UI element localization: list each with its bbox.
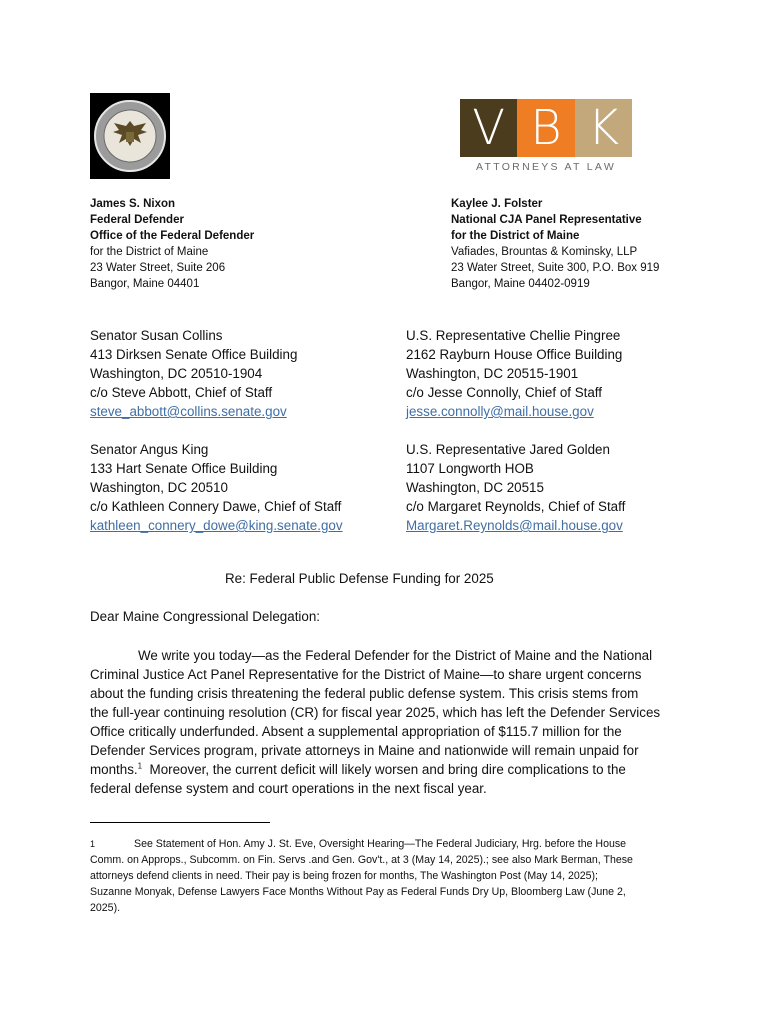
body-line: about the funding crisis threatening the federal public defense system. This crisis stems from [90, 686, 639, 701]
recipient-building: 133 Hart Senate Office Building [90, 461, 278, 476]
sender-left-line2: 23 Water Street, Suite 206 [90, 262, 226, 274]
sender-right-name: Kaylee J. Folster [451, 198, 543, 210]
federal-defender-seal-logo [90, 93, 170, 179]
sender-right-block [451, 196, 659, 292]
eagle-seal-icon [93, 99, 167, 173]
recipient-email-link[interactable]: jesse.connolly@mail.house.gov [406, 404, 594, 419]
footnote [90, 836, 690, 916]
vbk-letter-k: K [575, 99, 632, 157]
vbk-tagline: ATTORNEYS AT LAW [475, 161, 617, 173]
recipient-city: Washington, DC 20510 [90, 480, 228, 495]
recipient-city: Washington, DC 20510-1904 [90, 366, 263, 381]
vbk-letter-v: V [460, 99, 517, 157]
sender-left-title: Federal Defender [90, 214, 184, 226]
recipient-city: Washington, DC 20515 [406, 480, 544, 495]
footnote-reference[interactable]: 1 [137, 761, 143, 771]
sender-right-line1: Vafiades, Brountas & Kominsky, LLP [451, 246, 638, 258]
recipient-city: Washington, DC 20515-1901 [406, 366, 579, 381]
footnote-line [90, 836, 690, 852]
recipient-staff: c/o Margaret Reynolds, Chief of Staff [406, 499, 626, 514]
footnote-line: Suzanne Monyak, Defense Lawyers Face Months Without Pay as Federal Funds Dry Up, Bloomberg Law (June 2, [90, 886, 626, 898]
recipient-king [90, 440, 343, 535]
footnote-line: 2025). [90, 902, 121, 914]
subject-line: Re: Federal Public Defense Funding for 2025 [225, 571, 494, 586]
sender-right-line2: 23 Water Street, Suite 300, P.O. Box 919 [451, 262, 660, 274]
footnote-line: attorneys defend clients in need. Their pay is being frozen for months, The Washington Post (May 14, 2025); [90, 870, 598, 882]
recipient-golden [406, 440, 625, 535]
body-line: Criminal Justice Act Panel Representative for the District of Maine—to share urgent concerns [90, 667, 642, 682]
sender-left-line3: Bangor, Maine 04401 [90, 278, 200, 290]
body-line: federal defense system and court operations in the next fiscal year. [90, 781, 487, 796]
body-paragraph [90, 646, 690, 798]
recipient-staff: c/o Kathleen Connery Dawe, Chief of Staff [90, 499, 342, 514]
recipient-email-link[interactable]: Margaret.Reynolds@mail.house.gov [406, 518, 623, 533]
body-line-part: months. [90, 762, 138, 777]
vbk-logo [460, 99, 632, 177]
sender-right-title: National CJA Panel Representative [451, 214, 642, 226]
footnote-text: See Statement of Hon. Amy J. St. Eve, Oversight Hearing—The Federal Judiciary, Hrg. before the House [134, 838, 627, 850]
sender-left-name: James S. Nixon [90, 198, 176, 210]
recipient-name: Senator Angus King [90, 442, 209, 457]
salutation: Dear Maine Congressional Delegation: [90, 609, 321, 624]
body-line: the full-year continuing resolution (CR) for fiscal year 2025, which has left the Defender Services [90, 705, 661, 720]
body-line-with-footnote [90, 760, 690, 779]
sender-left-office: Office of the Federal Defender [90, 230, 255, 242]
recipient-name: Senator Susan Collins [90, 328, 223, 343]
recipient-pingree [406, 326, 622, 421]
recipient-name: U.S. Representative Jared Golden [406, 442, 610, 457]
body-line: Office critically underfunded. Absent a supplemental appropriation of $115.7 million for the [90, 724, 622, 739]
recipient-name: U.S. Representative Chellie Pingree [406, 328, 621, 343]
recipient-building: 2162 Rayburn House Office Building [406, 347, 623, 362]
recipient-collins [90, 326, 297, 421]
recipient-email-link[interactable]: steve_abbott@collins.senate.gov [90, 404, 287, 419]
vbk-letter-b: B [517, 99, 574, 157]
recipient-building: 1107 Longworth HOB [406, 461, 534, 476]
recipient-staff: c/o Jesse Connolly, Chief of Staff [406, 385, 603, 400]
footnote-line: Comm. on Approps., Subcomm. on Fin. Servs .and Gen. Gov't., at 3 (May 14, 2025).; see also Mark Berman, These [90, 854, 633, 866]
sender-right-line3: Bangor, Maine 04402-0919 [451, 278, 590, 290]
sender-left-line1: for the District of Maine [90, 246, 209, 258]
footnote-number: 1 [90, 839, 96, 849]
recipient-email-link[interactable]: kathleen_connery_dowe@king.senate.gov [90, 518, 343, 533]
footnote-divider [90, 822, 270, 823]
body-line: We write you today—as the Federal Defender for the District of Maine and the National [138, 648, 653, 663]
recipient-staff: c/o Steve Abbott, Chief of Staff [90, 385, 273, 400]
body-line: Defender Services program, private attorneys in Maine and nationwide will remain unpaid for [90, 743, 639, 758]
sender-right-office: for the District of Maine [451, 230, 580, 242]
sender-left-block [90, 196, 254, 292]
recipient-building: 413 Dirksen Senate Office Building [90, 347, 298, 362]
body-line-part: Moreover, the current deficit will likely worsen and bring dire complications to the [149, 762, 626, 777]
